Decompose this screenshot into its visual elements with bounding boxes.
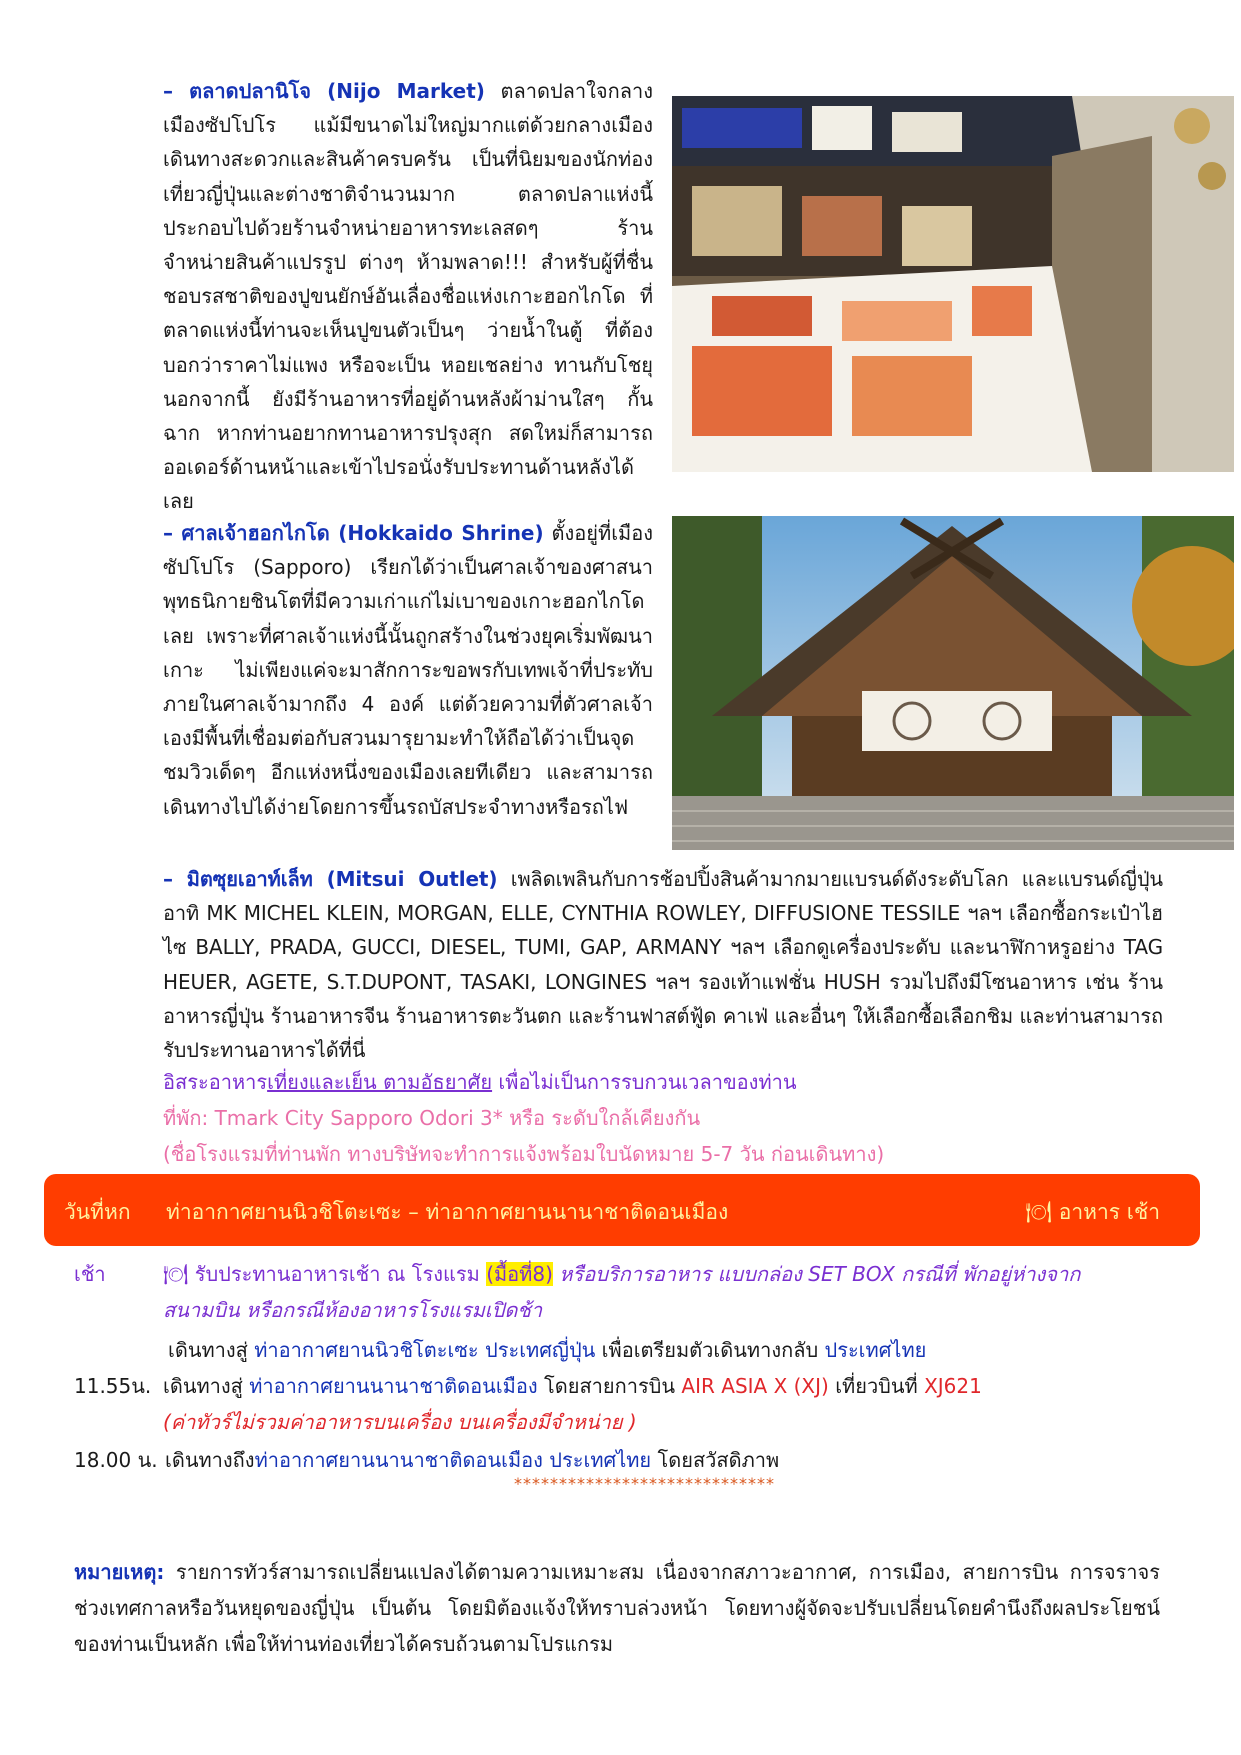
day-meal: 🍽 อาหาร เช้า bbox=[1025, 1200, 1160, 1224]
mitsui-outlet-text: เพลิดเพลินกับการช้อปปิ้งสินค้ามากมายแบรนด์ดังระดับโลก และแบรนด์ญี่ปุ่น อาทิ MK MICHEL KLEIN, MORGAN, ELLE, CYNTHIA ROWLEY, DIFFUSIONE TESSILE ฯลฯ เลือกซื้อกระเป๋าไฮไซ BALLY, PRADA, GUCCI, DIESEL, TUMI, GAP, ARMANY ฯลฯ เลือกดูเครื่องประดับ และนาฬิกาหรูอย่าง TAG HEUER, AGETE, S.T.DUPONT, TASAKI, LONGINES ฯลฯ รองเท้าแฟชั่น HUSH รวมไปถึงมีโซนอาหาร เช่น ร้านอาหารญี่ปุ่น ร้านอาหารจีน ร้านอาหารตะวันตก และร้านฟาสต์ฟู้ด คาเฟ่ และอื่นๆ ให้เลือกซื้อเลือกชิม และท่านสามารถรับประทานอาหารได้ที่นี่ bbox=[163, 867, 1163, 1063]
hotel-line: ที่พัก: Tmark City Sapporo Odori 3* หรือ ระดับใกล้เคียงกัน bbox=[163, 1106, 701, 1130]
meal-count-highlight: (มื้อที่8) bbox=[486, 1262, 553, 1286]
free-meal-suffix: เพื่อไม่เป็นการรบกวนเวลาของท่าน bbox=[492, 1070, 797, 1094]
travel-prefix: เดินทางสู่ bbox=[168, 1338, 255, 1362]
remarks-paragraph bbox=[74, 1554, 1160, 1662]
breakfast-text: 🍽 รับประทานอาหารเช้า ณ โรงแรม bbox=[163, 1262, 487, 1286]
breakfast-alt-text-2: สนามบิน หรือกรณีห้องอาหารโรงแรมเปิดช้า bbox=[163, 1298, 543, 1322]
nijo-market-photo bbox=[672, 96, 1234, 472]
travel-airport: ท่าอากาศยานนิวชิโตะเซะ ประเทศญี่ปุ่น bbox=[254, 1338, 596, 1362]
inflight-meal-note: (ค่าทัวร์ไม่รวมค่าอาหารบนเครื่อง บนเครื่องมีจำหน่าย ) bbox=[163, 1410, 637, 1434]
nijo-market-text: ตลาดปลาใจกลางเมืองซัปโปโร แม้มีขนาดไม่ใหญ่มากแต่ด้วยกลางเมือง เดินทางสะดวกและสินค้าครบครัน เป็นที่นิยมของนักท่องเที่ยวญี่ปุ่นและต่างชาติจำนวนมาก ตลาดปลาแห่งนี้ประกอบไปด้วยร้านจำหน่ายอาหารทะเลสดๆ ร้านจำหน่ายสินค้าแปรรูป ต่างๆ ห้ามพลาด!!! สำหรับผู้ที่ชื่นชอบรสชาติของปูขนยักษ์อันเลื่องชื่อแห่งเกาะฮอกไกโด ที่ตลาดแห่งนี้ท่านจะเห็นปูขนตัวเป็นๆ ว่ายน้ำในตู้ ที่ต้องบอกว่าราคาไม่แพง หรือจะเป็น หอยเชลย่าง ทานกับโชยุ นอกจากนี้ ยังมีร้านอาหารที่อยู่ด้านหลังผ้าม่านใสๆ กั้นฉาก หากท่านอยากทานอาหารปรุงสุก สดใหม่ก็สามารถออเดอร์ด้านหน้าและเข้าไปรอนั่งรับประทานด้านหลังได้เลย bbox=[163, 79, 653, 514]
arrival-suffix: โดยสวัสดิภาพ bbox=[651, 1448, 780, 1472]
free-meal-underlined: เที่ยงและเย็น ตามอัธยาศัย bbox=[267, 1070, 493, 1094]
departure-mid: โดยสายการบิน bbox=[537, 1374, 682, 1398]
travel-country: ประเทศไทย bbox=[824, 1338, 927, 1362]
hokkaido-shrine-title: – ศาลเจ้าฮอกไกโด (Hokkaido Shrine) bbox=[163, 521, 544, 545]
breakfast-alt-text: หรือบริการอาหาร แบบกล่อง SET BOX กรณีที่ พักอยู่ห่างจาก bbox=[552, 1262, 1081, 1286]
remarks-label: หมายเหตุ: bbox=[74, 1560, 165, 1584]
day-six-banner bbox=[44, 1174, 1200, 1246]
day-label: วันที่หก bbox=[64, 1200, 131, 1224]
nijo-market-title: – ตลาดปลานิโจ (Nijo Market) bbox=[163, 79, 485, 103]
remarks-text: รายการทัวร์สามารถเปลี่ยนแปลงได้ตามความเหมาะสม เนื่องจากสภาวะอากาศ, การเมือง, สายการบิน การจราจร ช่วงเทศกาลหรือวันหยุดของญี่ปุ่น เป็นต้น โดยมิต้องแจ้งให้ทราบล่วงหน้า โดยทางผู้จัดจะปรับเปลี่ยนโดยคำนึงถึงผลประโยชน์ของท่านเป็นหลัก เพื่อให้ท่านท่องเที่ยวได้ครบถ้วนตามโปรแกรม bbox=[74, 1560, 1160, 1656]
hokkaido-shrine-text: ตั้งอยู่ที่เมืองซัปโปโร (Sapporo) เรียกได้ว่าเป็นศาลเจ้าของศาสนาพุทธนิกายชินโตที่มีความเก่าแก่ไม่เบาของเกาะฮอกไกโด เลย เพราะที่ศาลเจ้าแห่งนี้นั้นถูกสร้างในช่วงยุคเริ่มพัฒนาเกาะ ไม่เพียงแค่จะมาสักการะขอพรกับเทพเจ้าที่ประทับภายในศาลเจ้ามากถึง 4 องค์ แต่ด้วยความที่ตัวศาลเจ้าเองมีพื้นที่เชื่อมต่อกับสวนมารุยามะทำให้ถือได้ว่าเป็นจุดชมวิวเด็ดๆ อีกแห่งหนึ่งของเมืองเลยทีเดียว และสามารถเดินทางไปได้ง่ายโดยการขึ้นรถบัสประจำทางหรือรถไฟ bbox=[163, 521, 654, 819]
arrival-airport: ท่าอากาศยานนานาชาติดอนเมือง ประเทศไทย bbox=[254, 1448, 652, 1472]
nijo-market-paragraph bbox=[163, 74, 653, 519]
flight-label: เที่ยวบินที่ bbox=[828, 1374, 925, 1398]
mitsui-outlet-paragraph bbox=[163, 862, 1163, 1067]
departure-airport: ท่าอากาศยานนานาชาติดอนเมือง bbox=[249, 1374, 538, 1398]
free-meal-line bbox=[163, 1066, 797, 1098]
travel-mid: เพื่อเตรียมตัวเดินทางกลับ bbox=[595, 1338, 825, 1362]
breakfast-line bbox=[163, 1258, 1080, 1290]
hotel-note-line: (ชื่อโรงแรมที่ท่านพัก ทางบริษัทจะทำการแจ้งพร้อมใบนัดหมาย 5-7 วัน ก่อนเดินทาง) bbox=[163, 1142, 885, 1166]
departure-prefix: เดินทางสู่ bbox=[163, 1374, 250, 1398]
arrival-line bbox=[165, 1444, 779, 1476]
divider-stars: ***************************** bbox=[514, 1474, 775, 1493]
departure-line bbox=[163, 1370, 982, 1402]
hokkaido-shrine-photo bbox=[672, 516, 1234, 850]
airline-name: AIR ASIA X (XJ) bbox=[681, 1374, 829, 1398]
departure-time: 11.55น. bbox=[74, 1374, 152, 1398]
morning-label: เช้า bbox=[74, 1262, 106, 1286]
hokkaido-shrine-paragraph bbox=[163, 516, 653, 824]
day-route: ท่าอากาศยานนิวชิโตะเซะ – ท่าอากาศยานนานาชาติดอนเมือง bbox=[166, 1200, 729, 1224]
mitsui-outlet-title: – มิตซุยเอาท์เล็ท (Mitsui Outlet) bbox=[163, 867, 498, 891]
arrival-prefix: เดินทางถึง bbox=[165, 1448, 255, 1472]
travel-to-airport-line bbox=[168, 1334, 926, 1366]
arrival-time: 18.00 น. bbox=[74, 1448, 158, 1472]
free-meal-prefix: อิสระอาหาร bbox=[163, 1070, 268, 1094]
flight-number: XJ621 bbox=[924, 1374, 982, 1398]
